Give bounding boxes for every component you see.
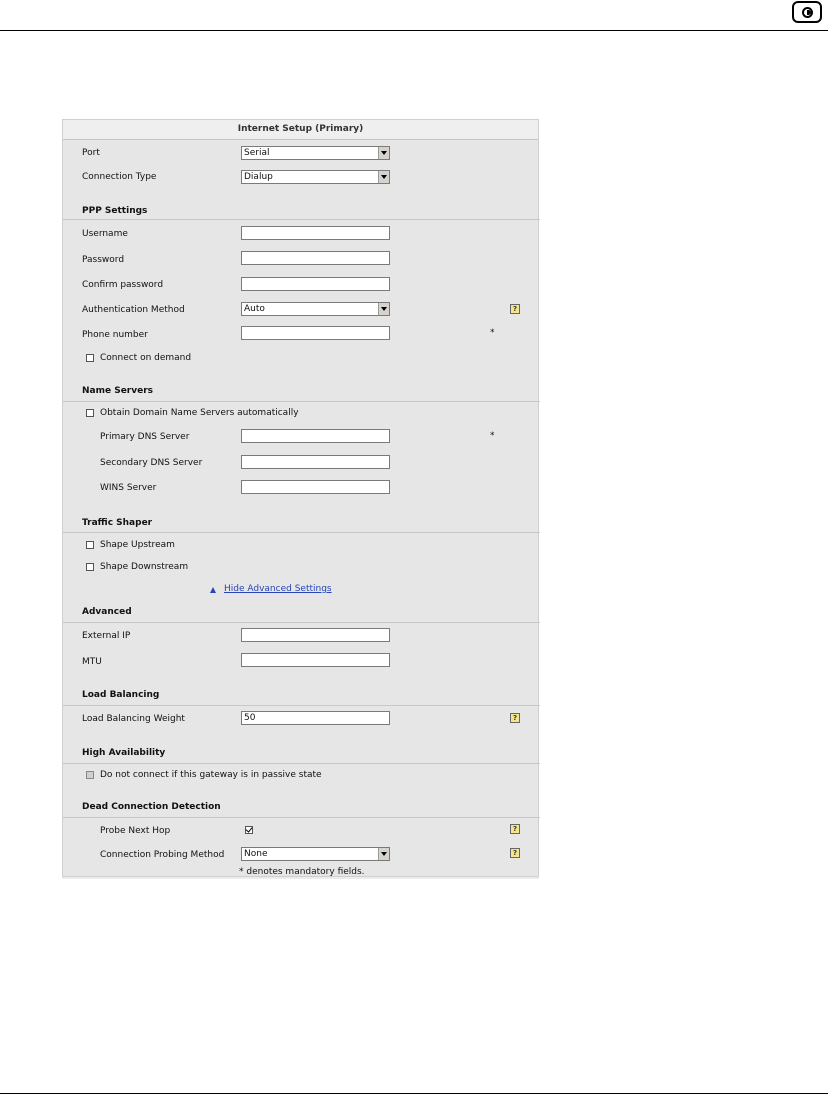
auth-method-value: Auto (244, 304, 265, 314)
connect-on-demand-label: Connect on demand (100, 353, 192, 363)
connection-type-value: Dialup (244, 172, 273, 182)
confirm-password-input[interactable] (241, 277, 390, 291)
obtain-dns-auto-checkbox[interactable] (86, 409, 94, 417)
obtain-dns-auto-label: Obtain Domain Name Servers automatically (100, 408, 299, 418)
chevron-down-icon (378, 147, 389, 159)
shape-upstream-label: Shape Upstream (100, 540, 175, 550)
mandatory-note: * denotes mandatory fields. (239, 867, 365, 877)
chevron-down-icon (378, 171, 389, 183)
internet-setup-panel (62, 119, 539, 877)
username-label: Username (82, 229, 128, 239)
load-balancing-weight-input[interactable]: 50 (241, 711, 390, 725)
mtu-label: MTU (82, 657, 102, 667)
external-ip-input[interactable] (241, 628, 390, 642)
connect-on-demand-checkbox[interactable] (86, 354, 94, 362)
help-icon[interactable]: ? (510, 848, 520, 858)
help-icon[interactable]: ? (510, 304, 520, 314)
footer-rule (0, 1093, 828, 1094)
connection-type-label: Connection Type (82, 172, 157, 182)
mandatory-marker: * (490, 328, 495, 338)
load-balancing-weight-label: Load Balancing Weight (82, 714, 185, 724)
phone-number-input[interactable] (241, 326, 390, 340)
probing-method-value: None (244, 849, 268, 859)
password-input[interactable] (241, 251, 390, 265)
section-divider (63, 622, 540, 623)
mandatory-marker: * (490, 431, 495, 441)
port-value: Serial (244, 148, 270, 158)
passive-state-checkbox[interactable] (86, 771, 94, 779)
probe-next-hop-checkbox[interactable] (245, 826, 253, 834)
section-divider (63, 219, 540, 220)
logo-icon (792, 1, 822, 23)
section-divider (63, 401, 540, 402)
help-icon[interactable]: ? (510, 713, 520, 723)
section-divider (63, 763, 540, 764)
mtu-input[interactable] (241, 653, 390, 667)
connection-type-select[interactable] (241, 170, 390, 184)
traffic-shaper-heading: Traffic Shaper (82, 518, 153, 528)
high-availability-heading: High Availability (82, 748, 166, 758)
probing-method-select[interactable] (241, 847, 390, 861)
hide-advanced-settings-link[interactable]: Hide Advanced Settings (224, 584, 332, 594)
shape-downstream-checkbox[interactable] (86, 563, 94, 571)
auth-method-select[interactable] (241, 302, 390, 316)
secondary-dns-input[interactable] (241, 455, 390, 469)
port-label: Port (82, 148, 100, 158)
passive-state-label: Do not connect if this gateway is in passive state (100, 770, 322, 780)
secondary-dns-label: Secondary DNS Server (100, 458, 203, 468)
section-divider (63, 817, 540, 818)
load-balancing-heading: Load Balancing (82, 690, 160, 700)
name-servers-heading: Name Servers (82, 386, 154, 396)
primary-dns-input[interactable] (241, 429, 390, 443)
wins-server-label: WINS Server (100, 483, 157, 493)
password-label: Password (82, 255, 125, 265)
probe-next-hop-label: Probe Next Hop (100, 826, 171, 836)
section-divider (63, 532, 540, 533)
phone-number-label: Phone number (82, 330, 148, 340)
footer-band (62, 877, 539, 879)
advanced-heading: Advanced (82, 607, 132, 617)
help-icon[interactable]: ? (510, 824, 520, 834)
shape-upstream-checkbox[interactable] (86, 541, 94, 549)
confirm-password-label: Confirm password (82, 280, 164, 290)
dead-connection-heading: Dead Connection Detection (82, 802, 221, 812)
chevron-down-icon (378, 303, 389, 315)
chevron-down-icon (378, 848, 389, 860)
panel-title: Internet Setup (Primary) (63, 120, 538, 140)
port-select[interactable] (241, 146, 390, 160)
username-input[interactable] (241, 226, 390, 240)
section-divider (63, 705, 540, 706)
shape-downstream-label: Shape Downstream (100, 562, 189, 572)
triangle-up-icon[interactable] (210, 587, 216, 593)
primary-dns-label: Primary DNS Server (100, 432, 190, 442)
external-ip-label: External IP (82, 631, 131, 641)
header-rule (0, 30, 828, 31)
ppp-settings-heading: PPP Settings (82, 206, 148, 216)
wins-server-input[interactable] (241, 480, 390, 494)
auth-method-label: Authentication Method (82, 305, 185, 315)
probing-method-label: Connection Probing Method (100, 850, 225, 860)
